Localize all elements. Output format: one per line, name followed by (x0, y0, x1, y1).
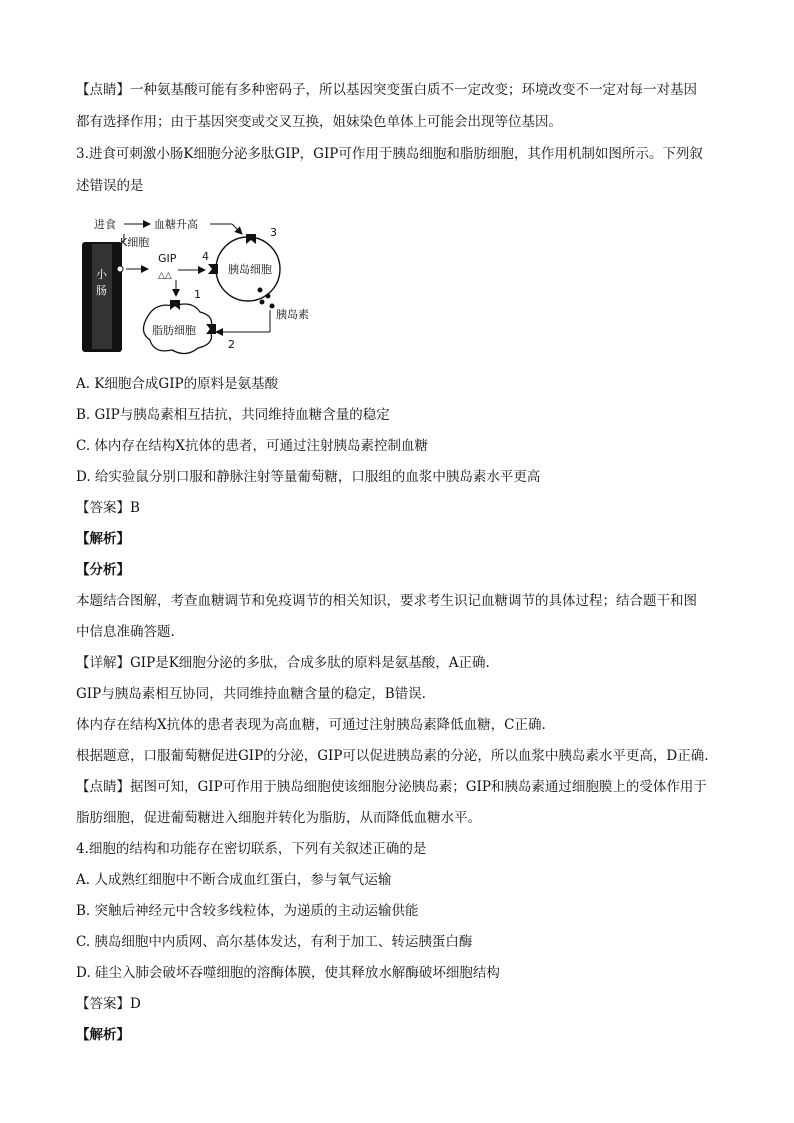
label-4: 4 (202, 250, 209, 263)
islet-cell-label: 胰岛细胞 (228, 263, 272, 276)
blood-sugar-label: 血糖升高 (154, 218, 198, 231)
intestine-label-2: 肠 (96, 284, 107, 297)
answer: 【答案】D (76, 996, 141, 1012)
insulin-dot (266, 294, 271, 299)
analysis-heading: 【解析】 (76, 1027, 130, 1043)
k-cell-label: K细胞 (120, 236, 150, 249)
question-4-stem: 4.细胞的结构和功能存在密切联系，下列有关叙述正确的是 (76, 841, 427, 857)
question-3-stem-cont: 述错误的是 (76, 178, 144, 194)
label-3: 3 (270, 226, 277, 239)
label-2: 2 (228, 338, 235, 351)
k-cell-dot (117, 266, 123, 272)
option-d: D. 给实验鼠分别口服和静脉注射等量葡萄糖，口服组的血浆中胰岛素水平更高 (76, 469, 541, 485)
label-1: 1 (194, 288, 201, 301)
analysis-heading: 【解析】 (76, 531, 130, 547)
text-line: 体内存在结构X抗体的患者表现为高血糖，可通过注射胰岛素降低血糖，C正确. (76, 717, 546, 733)
intestine-label-1: 小 (96, 268, 107, 281)
glucose-regulation-diagram (70, 206, 370, 366)
option-b: B. 突触后神经元中含较多线粒体，为递质的主动运输供能 (76, 903, 419, 919)
insulin-dot (260, 300, 265, 305)
insulin-dot (270, 304, 275, 309)
question-3-stem: 3.进食可刺激小肠K细胞分泌多肽GIP，GIP可作用于胰岛细胞和脂肪细胞，其作用机制如图所示。下列叙 (76, 146, 703, 162)
receptor-4 (208, 264, 218, 274)
eat-label: 进食 (94, 218, 116, 231)
text-line: 都有选择作用；由于基因突变或交叉互换，姐妹染色单体上可能会出现等位基因。 (76, 114, 562, 130)
text-line: GIP与胰岛素相互协同，共同维持血糖含量的稳定，B错误. (76, 686, 426, 702)
insulin-dot (258, 288, 263, 293)
answer: 【答案】B (76, 500, 140, 516)
text-line: 脂肪细胞，促进葡萄糖进入细胞并转化为脂肪，从而降低血糖水平。 (76, 810, 481, 826)
analysis-subheading: 【分析】 (76, 562, 130, 578)
fat-cell-label: 脂肪细胞 (152, 324, 196, 337)
text-line: 根据题意，口服葡萄糖促进GIP的分泌，GIP可以促进胰岛素的分泌，所以血浆中胰岛素水平更高，D正确. (76, 748, 709, 764)
option-d: D. 硅尘入肺会破坏吞噬细胞的溶酶体膜，使其释放水解酶破坏细胞结构 (76, 965, 500, 981)
gip-molecules: △△ (158, 271, 172, 281)
text-line: 中信息准确答题. (76, 624, 175, 640)
option-c: C. 胰岛细胞中内质网、高尔基体发达，有利于加工、转运胰蛋白酶 (76, 934, 473, 950)
text-line: 【点睛】一种氨基酸可能有多种密码子，所以基因突变蛋白质不一定改变；环境改变不一定对每一对基因 (76, 82, 697, 98)
gip-label: GIP (158, 252, 177, 265)
option-c: C. 体内存在结构X抗体的患者，可通过注射胰岛素控制血糖 (76, 438, 429, 454)
arrow-sugar-to-islet (232, 224, 242, 234)
option-a: A. 人成熟红细胞中不断合成血红蛋白，参与氧气运输 (76, 872, 392, 888)
insulin-label: 胰岛素 (276, 308, 309, 321)
text-line: 【详解】GIP是K细胞分泌的多肽，合成多肽的原料是氨基酸，A正确. (76, 655, 490, 671)
option-b: B. GIP与胰岛素相互拮抗，共同维持血糖含量的稳定 (76, 407, 390, 423)
text-line: 本题结合图解，考查血糖调节和免疫调节的相关知识，要求考生识记血糖调节的具体过程；结合题干和图 (76, 593, 697, 609)
text-line: 【点睛】据图可知，GIP可作用于胰岛细胞使该细胞分泌胰岛素；GIP和胰岛素通过细胞膜上的受体作用于 (76, 779, 707, 795)
option-a: A. K细胞合成GIP的原料是氨基酸 (76, 376, 279, 392)
